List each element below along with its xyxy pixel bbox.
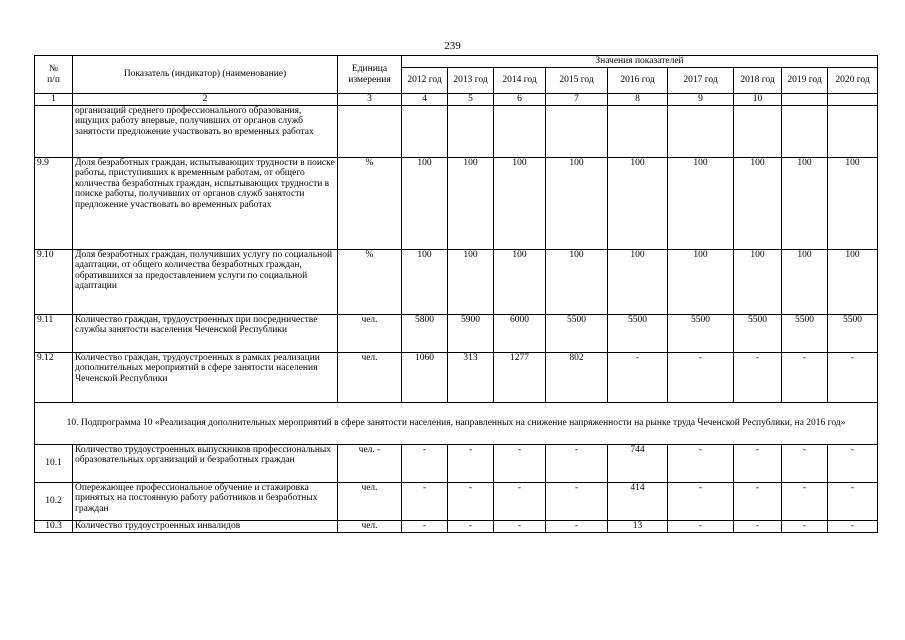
row-value: -	[782, 482, 828, 520]
header-no: № п/п	[35, 56, 73, 94]
table-row	[35, 314, 878, 352]
row-value: -	[734, 520, 782, 532]
table-row	[35, 157, 878, 249]
header-year: 2014 год	[494, 68, 546, 94]
row-value: 5500	[782, 314, 828, 352]
row-unit	[338, 105, 402, 157]
row-value: 100	[608, 157, 668, 249]
row-value: 100	[668, 249, 734, 314]
column-number	[828, 94, 878, 106]
row-indicator: Доля безработных граждан, получивших услугу по социальной адаптации, от общего количества безработных граждан, обратившихся за предоставлением услуги по социальной адаптации	[73, 249, 338, 314]
table-row	[35, 352, 878, 402]
row-id: 10.1	[35, 444, 73, 482]
row-value: -	[734, 352, 782, 402]
row-id: 9.9	[35, 157, 73, 249]
row-id	[35, 105, 73, 157]
table-row	[35, 520, 878, 532]
table-row	[35, 444, 878, 482]
row-value: -	[668, 520, 734, 532]
row-indicator: Опережающее профессиональное обучение и стажировка принятых на постоянную работу работников и безработных граждан	[73, 482, 338, 520]
row-value: 5900	[448, 314, 494, 352]
row-value: -	[402, 444, 448, 482]
row-unit: чел. -	[338, 444, 402, 482]
row-value: -	[828, 482, 878, 520]
row-value: 100	[668, 157, 734, 249]
row-value: 100	[448, 249, 494, 314]
row-indicator: организаций среднего профессионального образования, ищущих работу впервые, получивших от органов служб занятости предложение участвовать во временных работах	[73, 105, 338, 157]
row-value: 5500	[668, 314, 734, 352]
header-year: 2018 год	[734, 68, 782, 94]
row-value: 6000	[494, 314, 546, 352]
column-number: 4	[402, 94, 448, 106]
row-value: -	[494, 482, 546, 520]
row-value: -	[734, 482, 782, 520]
row-indicator: Количество граждан, трудоустроенных в рамках реализации дополнительных мероприятий в сфере занятости населения Чеченской Республики	[73, 352, 338, 402]
row-id: 10.3	[35, 520, 73, 532]
row-value: -	[782, 444, 828, 482]
row-value: 100	[402, 249, 448, 314]
column-number	[782, 94, 828, 106]
row-value: 100	[546, 157, 608, 249]
row-value: 313	[448, 352, 494, 402]
header-year: 2016 год	[608, 68, 668, 94]
row-value	[608, 105, 668, 157]
column-number: 8	[608, 94, 668, 106]
row-value: -	[782, 352, 828, 402]
row-value: 414	[608, 482, 668, 520]
row-unit: чел.	[338, 520, 402, 532]
row-id: 10.2	[35, 482, 73, 520]
row-value: -	[782, 520, 828, 532]
row-value	[448, 105, 494, 157]
row-value: 100	[608, 249, 668, 314]
row-id: 9.12	[35, 352, 73, 402]
row-value: -	[546, 482, 608, 520]
row-value: 5500	[546, 314, 608, 352]
row-indicator: Количество граждан, трудоустроенных при посредничестве службы занятости населения Чеченской Республики	[73, 314, 338, 352]
row-value: -	[668, 482, 734, 520]
column-number: 10	[734, 94, 782, 106]
row-value	[828, 105, 878, 157]
row-value: 100	[494, 249, 546, 314]
row-value: -	[608, 352, 668, 402]
row-value: 744	[608, 444, 668, 482]
row-indicator: Количество трудоустроенных инвалидов	[73, 520, 338, 532]
header-unit: Единица измерения	[338, 56, 402, 94]
header-year: 2019 год	[782, 68, 828, 94]
row-indicator: Доля безработных граждан, испытывающих трудности в поиске работы, приступивших к временным работам, от общего количества безработных граждан, испытывающих трудности в поиске работы, получивших от органов служб занятости предложение участвовать во временных работах	[73, 157, 338, 249]
column-number: 2	[73, 94, 338, 106]
row-value: 100	[448, 157, 494, 249]
row-value	[668, 105, 734, 157]
header-year: 2017 год	[668, 68, 734, 94]
row-id: 9.10	[35, 249, 73, 314]
row-value	[546, 105, 608, 157]
row-value: 13	[608, 520, 668, 532]
row-value: -	[448, 444, 494, 482]
row-value: -	[402, 520, 448, 532]
indicators-table	[34, 55, 878, 533]
row-value: 100	[828, 157, 878, 249]
section-title: 10. Подпрограмма 10 «Реализация дополнительных мероприятий в сфере занятости населения, направленных на снижение напряженности на рынке труда Чеченской Республики, на 2016 год»	[35, 402, 878, 444]
header-year: 2013 год	[448, 68, 494, 94]
column-number: 6	[494, 94, 546, 106]
row-value: 100	[782, 157, 828, 249]
row-value: 100	[782, 249, 828, 314]
section-row	[35, 402, 878, 444]
row-value: -	[494, 444, 546, 482]
row-value: -	[668, 444, 734, 482]
row-value: 100	[546, 249, 608, 314]
row-unit: %	[338, 157, 402, 249]
column-number: 3	[338, 94, 402, 106]
row-indicator: Количество трудоустроенных выпускников профессиональных образовательных организаций и безработных граждан	[73, 444, 338, 482]
header-year: 2015 год	[546, 68, 608, 94]
row-value	[402, 105, 448, 157]
row-value: 100	[734, 157, 782, 249]
row-value: -	[494, 520, 546, 532]
row-value: 100	[494, 157, 546, 249]
table-header	[35, 56, 878, 106]
row-value: 802	[546, 352, 608, 402]
row-value: -	[448, 482, 494, 520]
header-year: 2020 год	[828, 68, 878, 94]
row-value: 5500	[828, 314, 878, 352]
row-id: 9.11	[35, 314, 73, 352]
row-value: 5500	[608, 314, 668, 352]
row-value: -	[828, 352, 878, 402]
row-value: 100	[734, 249, 782, 314]
row-value	[782, 105, 828, 157]
page-number: 239	[444, 40, 461, 52]
row-value	[734, 105, 782, 157]
row-value: -	[668, 352, 734, 402]
column-number: 1	[35, 94, 73, 106]
header-values-title: Значения показателей	[402, 56, 878, 68]
row-value: -	[828, 520, 878, 532]
row-value: -	[828, 444, 878, 482]
row-value: 100	[402, 157, 448, 249]
row-value: -	[402, 482, 448, 520]
row-value: -	[448, 520, 494, 532]
table-row	[35, 482, 878, 520]
column-number: 9	[668, 94, 734, 106]
row-value: -	[734, 444, 782, 482]
row-unit: чел.	[338, 314, 402, 352]
table-row	[35, 249, 878, 314]
row-value: 100	[828, 249, 878, 314]
row-unit: чел.	[338, 482, 402, 520]
column-number: 5	[448, 94, 494, 106]
row-value: -	[546, 444, 608, 482]
column-number: 7	[546, 94, 608, 106]
row-value	[494, 105, 546, 157]
row-value: 5500	[734, 314, 782, 352]
row-value: 1060	[402, 352, 448, 402]
table-row	[35, 105, 878, 157]
row-value: 5800	[402, 314, 448, 352]
header-year: 2012 год	[402, 68, 448, 94]
row-value: 1277	[494, 352, 546, 402]
row-unit: %	[338, 249, 402, 314]
header-indicator: Показатель (индикатор) (наименование)	[73, 56, 338, 94]
row-unit: чел.	[338, 352, 402, 402]
row-value: -	[546, 520, 608, 532]
